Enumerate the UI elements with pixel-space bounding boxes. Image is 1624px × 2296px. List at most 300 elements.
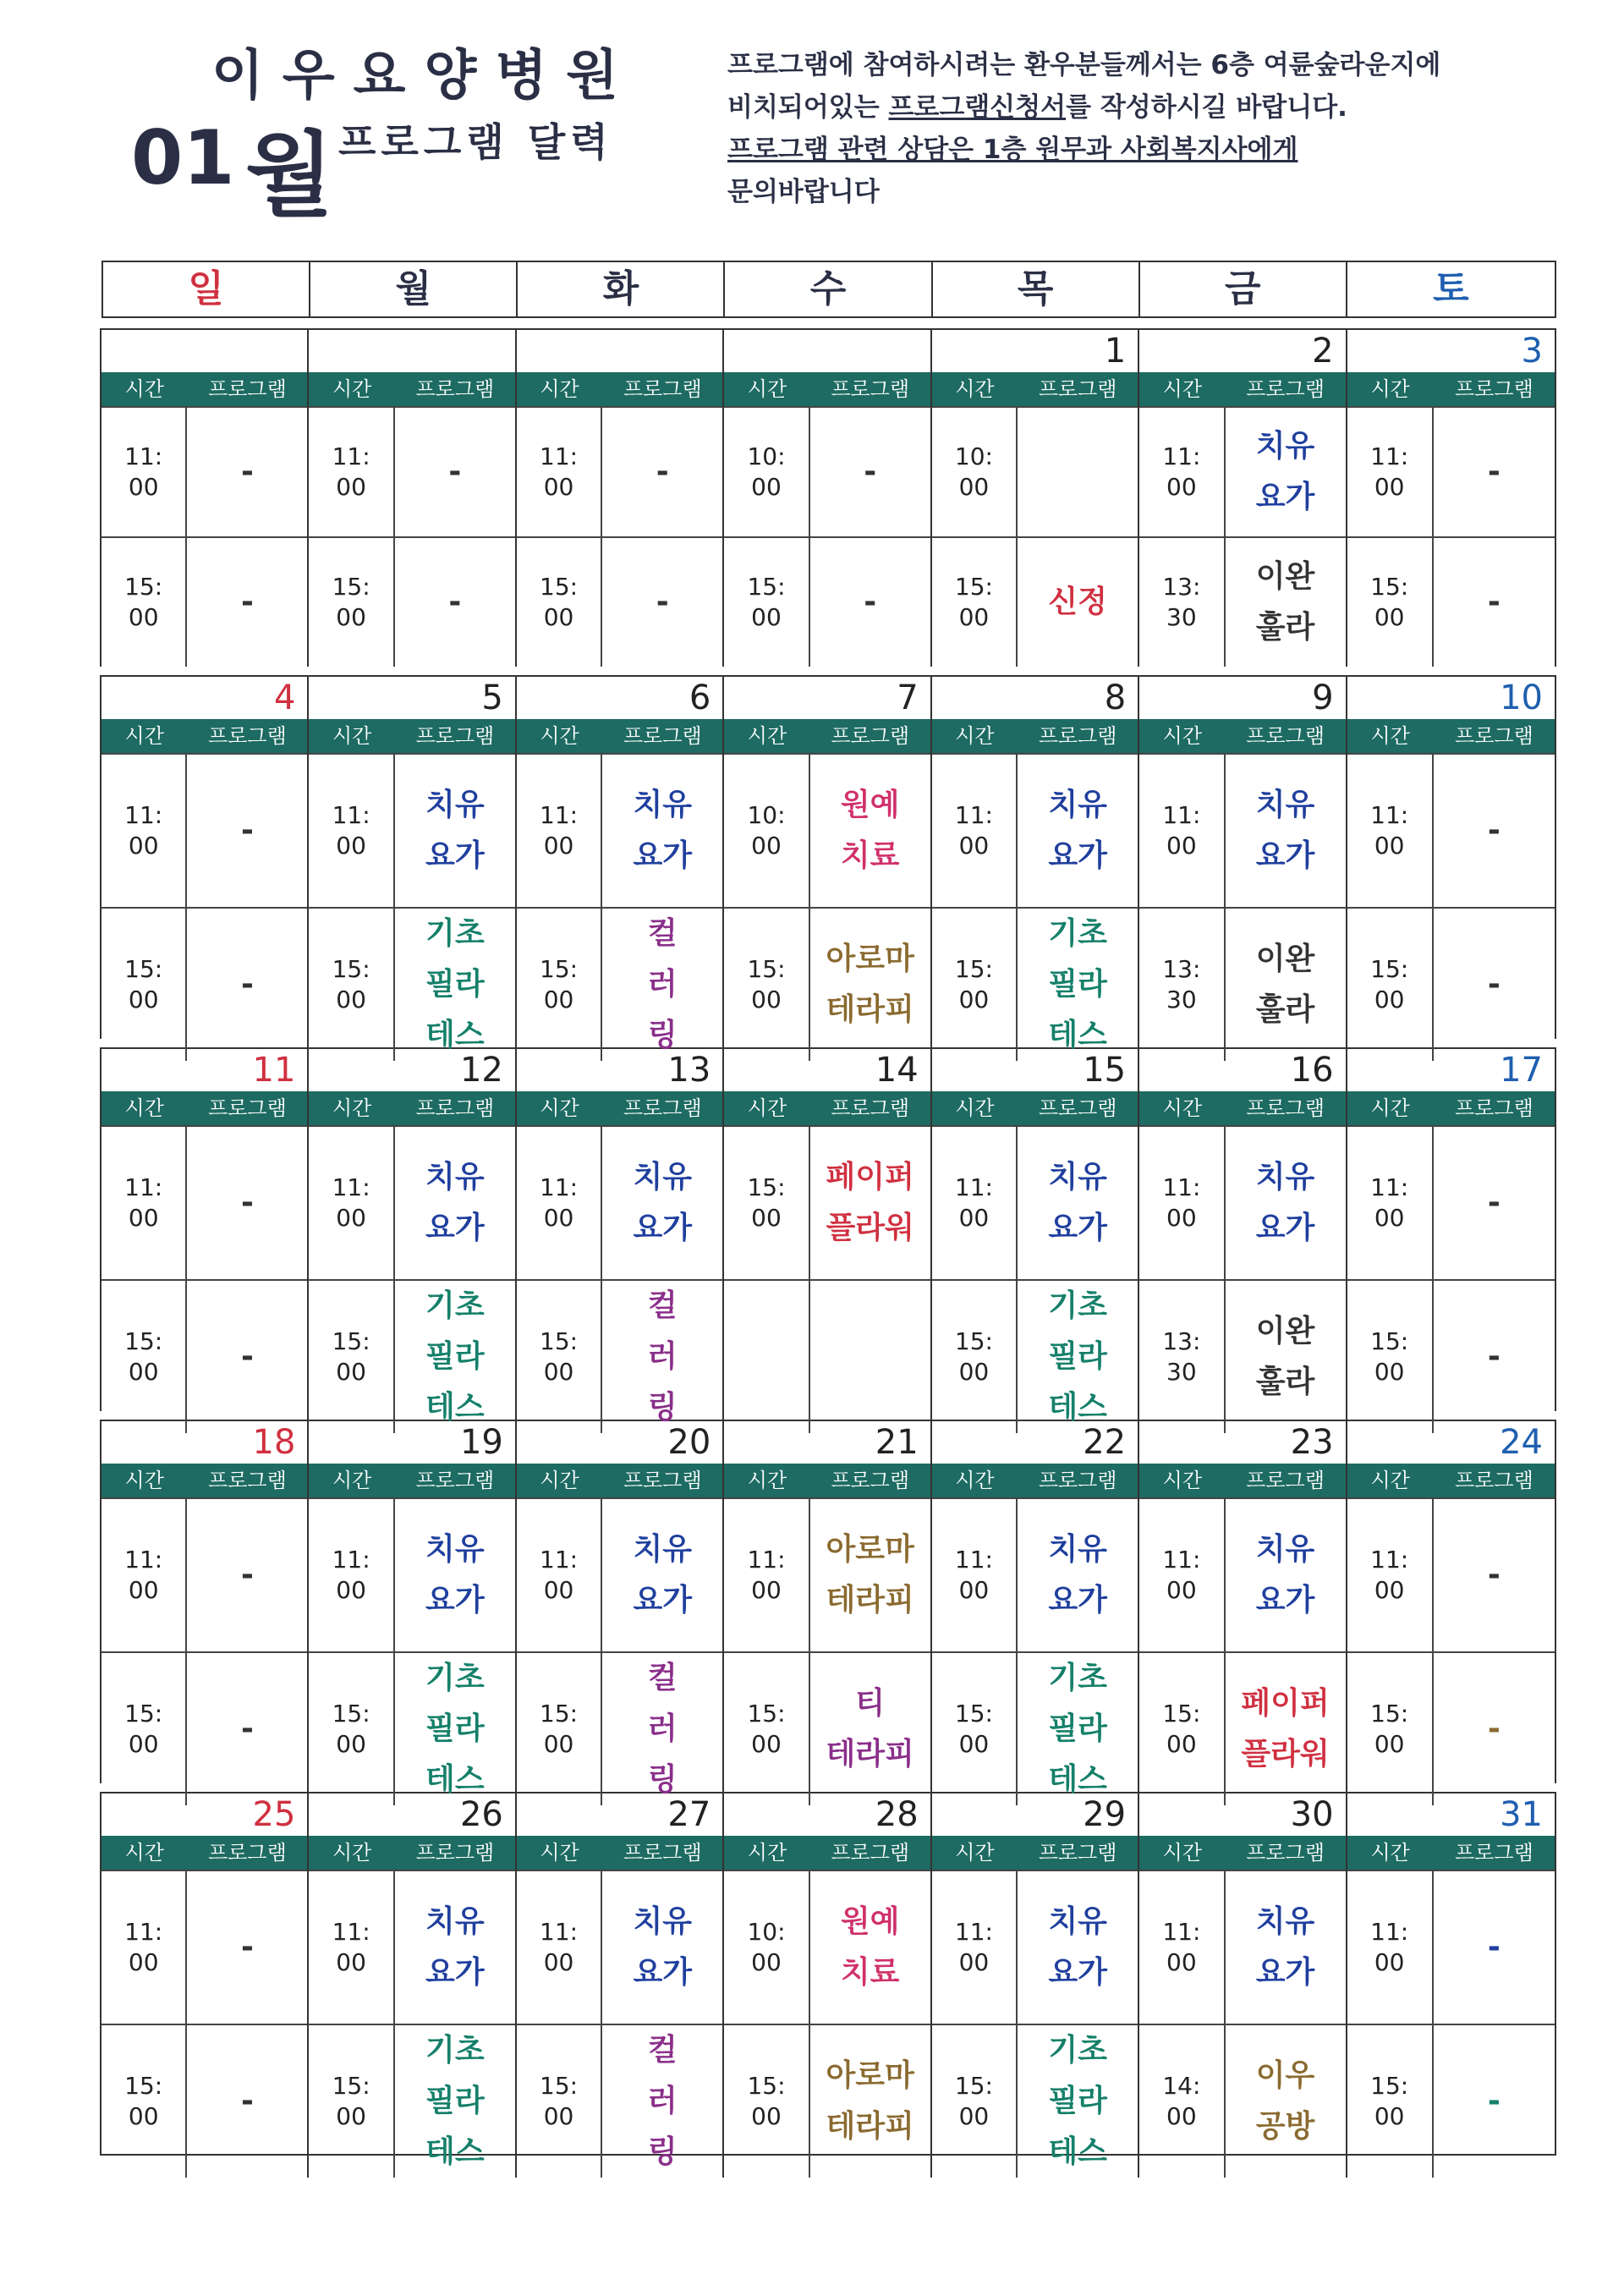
slot-program: - <box>240 1185 254 1220</box>
program-header: 프로그램 <box>415 377 495 401</box>
day-number: 26 <box>459 1795 503 1834</box>
slot-time: 11: 00 <box>309 1499 394 1651</box>
slot-time: 15: 00 <box>517 909 602 1061</box>
slot-time: 14: 00 <box>1139 2025 1225 2178</box>
slot-program: - <box>1487 454 1501 489</box>
slot-program: - <box>1487 1711 1501 1746</box>
column-header-bar <box>724 1091 930 1125</box>
day-cell <box>1347 330 1555 667</box>
morning-slot <box>1139 1497 1345 1651</box>
slot-program: 신정 <box>1048 585 1107 619</box>
day-of-week-header <box>102 261 1556 318</box>
afternoon-slot <box>102 1279 307 1433</box>
program-header: 프로그램 <box>208 1096 287 1120</box>
slot-program: 아로마 테라피 <box>826 1532 914 1618</box>
program-header: 프로그램 <box>1038 377 1117 401</box>
notice-line-3: 프로그램 관련 상담은 1층 원무과 사회복지사에게 <box>727 135 1298 165</box>
afternoon-slot <box>724 2024 930 2178</box>
slot-program: - <box>864 454 877 489</box>
slot-time: 11: 00 <box>517 755 602 907</box>
slot-program: 치유 요가 <box>1255 1160 1315 1245</box>
column-header-bar <box>102 1091 307 1125</box>
day-number <box>102 330 307 372</box>
slot-program: - <box>1487 2084 1501 2118</box>
slot-program: 치유 요가 <box>1048 788 1107 873</box>
slot-time: 15: 00 <box>724 909 809 1061</box>
program-header: 프로그램 <box>623 724 702 748</box>
time-header: 시간 <box>955 724 995 748</box>
time-header: 시간 <box>124 1469 164 1492</box>
time-header: 시간 <box>124 377 164 401</box>
afternoon-slot <box>932 536 1138 667</box>
day-number: 19 <box>459 1423 503 1462</box>
slot-program: 치유 요가 <box>425 1904 485 1990</box>
calendar-week <box>100 328 1556 667</box>
day-number: 25 <box>252 1795 296 1834</box>
morning-slot <box>1139 406 1345 536</box>
time-header: 시간 <box>955 1469 995 1492</box>
time-header: 시간 <box>540 1841 579 1865</box>
day-number: 2 <box>1312 332 1334 371</box>
notice-form-name: 프로그램신청서 <box>888 92 1067 123</box>
day-number: 13 <box>667 1051 711 1090</box>
calendar-subtitle: 프로그램 달력 <box>338 119 613 165</box>
dow-sunday: 일 <box>103 262 310 316</box>
month-word: 월 <box>245 123 334 228</box>
slot-time: 15: 00 <box>932 909 1018 1061</box>
column-header-bar <box>309 372 514 406</box>
afternoon-slot <box>932 2024 1138 2178</box>
day-cell <box>517 677 724 1061</box>
dow-tuesday: 화 <box>518 262 725 316</box>
day-number: 31 <box>1500 1795 1543 1834</box>
morning-slot <box>309 1497 514 1651</box>
morning-slot <box>309 1125 514 1279</box>
slot-time: 11: 00 <box>309 408 394 536</box>
slot-program: 이완 훌라 <box>1255 942 1315 1027</box>
day-number: 4 <box>273 678 296 717</box>
column-header-bar <box>932 372 1138 406</box>
time-header: 시간 <box>1162 1469 1203 1492</box>
slot-program: 치유 요가 <box>1255 429 1315 514</box>
day-number: 6 <box>689 678 711 717</box>
morning-slot <box>517 1497 722 1651</box>
day-cell <box>724 330 931 667</box>
slot-time: 15: 00 <box>1347 2025 1434 2178</box>
slot-program: 이우 공방 <box>1255 2058 1315 2144</box>
slot-program: 기초 필라 테스 <box>425 2033 485 2169</box>
time-header: 시간 <box>540 377 579 401</box>
time-header: 시간 <box>1370 1096 1410 1120</box>
slot-program: 이완 훌라 <box>1255 1314 1315 1399</box>
month-number: 01 <box>131 114 235 201</box>
column-header-bar <box>932 719 1138 753</box>
slot-program: 컬 러 링 <box>647 2033 678 2169</box>
afternoon-slot <box>724 1279 930 1433</box>
slot-program: - <box>240 1557 254 1592</box>
afternoon-slot <box>1139 907 1345 1061</box>
day-number: 15 <box>1083 1051 1127 1090</box>
slot-program: - <box>1487 1557 1501 1592</box>
slot-time: 11: 00 <box>102 755 187 907</box>
slot-time: 10: 00 <box>724 1871 809 2024</box>
morning-slot <box>1347 1497 1555 1651</box>
day-cell <box>1139 1793 1347 2178</box>
slot-time: 11: 00 <box>1347 408 1434 536</box>
slot-program: - <box>1487 967 1501 1002</box>
afternoon-slot <box>1139 536 1345 667</box>
program-header: 프로그램 <box>208 1469 287 1492</box>
day-cell <box>517 1421 724 1805</box>
calendar-week <box>100 1792 1556 2169</box>
time-header: 시간 <box>540 1096 579 1120</box>
day-cell <box>724 677 931 1061</box>
slot-time: 15: 00 <box>1347 1281 1434 1433</box>
slot-program: 이완 훌라 <box>1255 559 1315 645</box>
slot-time: 11: 00 <box>932 1499 1018 1651</box>
day-cell <box>1347 677 1555 1061</box>
notice-line-4: 문의바랍니다 <box>727 177 880 207</box>
program-header: 프로그램 <box>1038 1841 1117 1865</box>
slot-program: 컬 러 링 <box>647 916 678 1052</box>
slot-time: 15: 00 <box>517 2025 602 2178</box>
morning-slot <box>102 1870 307 2024</box>
notice-block <box>727 44 1440 213</box>
column-header-bar <box>932 1836 1138 1870</box>
day-number: 5 <box>481 678 503 717</box>
slot-program: 컬 러 링 <box>647 1288 678 1425</box>
program-header: 프로그램 <box>415 1841 495 1865</box>
column-header-bar <box>517 719 722 753</box>
day-number <box>309 330 514 372</box>
day-cell <box>724 1793 931 2178</box>
time-header: 시간 <box>1162 1096 1203 1120</box>
day-cell <box>1139 330 1347 667</box>
time-header: 시간 <box>747 1469 787 1492</box>
afternoon-slot <box>517 2024 722 2178</box>
day-number: 18 <box>252 1423 296 1462</box>
slot-time: 11: 00 <box>932 1871 1018 2024</box>
day-cell <box>517 330 724 667</box>
afternoon-slot <box>1139 1651 1345 1805</box>
time-header: 시간 <box>1162 724 1203 748</box>
morning-slot <box>517 1125 722 1279</box>
slot-time: 15: 00 <box>932 1281 1018 1433</box>
time-header: 시간 <box>1370 377 1410 401</box>
slot-program: - <box>1487 813 1501 848</box>
slot-program: 기초 필라 테스 <box>1048 916 1107 1052</box>
slot-program: - <box>240 1711 254 1746</box>
slot-program: 기초 필라 테스 <box>1048 1661 1107 1797</box>
slot-program: 치유 요가 <box>1048 1904 1107 1990</box>
day-number: 12 <box>459 1051 503 1090</box>
program-header: 프로그램 <box>1246 377 1325 401</box>
slot-program: - <box>1487 1185 1501 1220</box>
morning-slot <box>932 1497 1138 1651</box>
column-header-bar <box>1347 719 1555 753</box>
slot-program: 치유 요가 <box>1255 1532 1315 1618</box>
day-cell <box>932 1421 1139 1805</box>
slot-time: 15: 00 <box>309 909 394 1061</box>
time-header: 시간 <box>332 1469 372 1492</box>
day-cell <box>932 1049 1139 1433</box>
afternoon-slot <box>724 536 930 667</box>
time-header: 시간 <box>540 724 579 748</box>
day-number: 27 <box>667 1795 711 1834</box>
program-header: 프로그램 <box>623 1841 702 1865</box>
program-header: 프로그램 <box>415 1469 495 1492</box>
dow-friday: 금 <box>1140 262 1347 316</box>
program-header: 프로그램 <box>831 724 910 748</box>
afternoon-slot <box>1347 1279 1555 1433</box>
slot-time: 11: 00 <box>1139 408 1225 536</box>
slot-program: 컬 러 링 <box>647 1661 678 1797</box>
day-cell <box>517 1049 724 1433</box>
calendar-week <box>100 675 1556 1052</box>
day-cell <box>309 1421 516 1805</box>
slot-time: 15: 00 <box>724 1127 809 1279</box>
slot-time: 15: 00 <box>309 1653 394 1805</box>
time-header: 시간 <box>332 724 372 748</box>
slot-program: - <box>240 813 254 848</box>
day-cell <box>517 1793 724 2178</box>
afternoon-slot <box>309 1651 514 1805</box>
day-cell <box>724 1421 931 1805</box>
time-header: 시간 <box>1370 1469 1410 1492</box>
slot-program: 치유 요가 <box>633 1532 693 1618</box>
day-number: 10 <box>1500 678 1543 717</box>
day-cell <box>932 677 1139 1061</box>
morning-slot <box>932 753 1138 907</box>
slot-time: 15: 00 <box>102 1653 187 1805</box>
program-header: 프로그램 <box>623 377 702 401</box>
slot-time: 11: 00 <box>1139 1871 1225 2024</box>
slot-program: 치유 요가 <box>1255 788 1315 873</box>
slot-program: 페이퍼 플라워 <box>1241 1686 1330 1771</box>
time-header: 시간 <box>332 377 372 401</box>
notice-line-2a: 비치되어있는 <box>727 92 889 123</box>
program-header: 프로그램 <box>415 724 495 748</box>
slot-time: 10: 00 <box>932 408 1018 536</box>
day-cell <box>724 1049 931 1433</box>
afternoon-slot <box>724 1651 930 1805</box>
slot-time: 15: 00 <box>724 2025 809 2178</box>
program-header: 프로그램 <box>831 1841 910 1865</box>
notice-line-2 <box>727 86 1440 129</box>
slot-program: - <box>240 967 254 1002</box>
dow-thursday: 목 <box>933 262 1140 316</box>
slot-time: 11: 00 <box>1347 1499 1434 1651</box>
calendar-week <box>100 1420 1556 1797</box>
slot-time: 11: 00 <box>1139 755 1225 907</box>
column-header-bar <box>1139 1836 1345 1870</box>
slot-time: 15: 00 <box>1139 1653 1225 1805</box>
slot-time: 15: 00 <box>1347 909 1434 1061</box>
slot-time: 11: 00 <box>1139 1127 1225 1279</box>
morning-slot <box>1139 1870 1345 2024</box>
column-header-bar <box>309 1091 514 1125</box>
column-header-bar <box>517 372 722 406</box>
afternoon-slot <box>932 1651 1138 1805</box>
day-number: 17 <box>1500 1051 1543 1090</box>
column-header-bar <box>1139 372 1345 406</box>
morning-slot <box>102 753 307 907</box>
morning-slot <box>724 753 930 907</box>
slot-program: 페이퍼 플라워 <box>826 1160 914 1245</box>
slot-time: 11: 00 <box>932 1127 1018 1279</box>
afternoon-slot <box>1139 1279 1345 1433</box>
column-header-bar <box>517 1091 722 1125</box>
slot-time: 11: 00 <box>102 1127 187 1279</box>
day-number: 23 <box>1290 1423 1334 1462</box>
slot-time: 11: 00 <box>102 1871 187 2024</box>
day-number: 11 <box>252 1051 296 1090</box>
slot-time: 15: 00 <box>932 2025 1018 2178</box>
slot-program: - <box>240 454 254 489</box>
hospital-name: 이우요양병원 <box>211 45 637 107</box>
slot-program: 치유 요가 <box>633 1160 693 1245</box>
afternoon-slot <box>102 1651 307 1805</box>
slot-program: - <box>240 585 254 619</box>
slot-time: 10: 00 <box>724 755 809 907</box>
slot-program <box>810 1281 930 1433</box>
morning-slot <box>102 1125 307 1279</box>
time-header: 시간 <box>955 1096 995 1120</box>
slot-time: 15: 00 <box>932 538 1018 667</box>
afternoon-slot <box>517 1651 722 1805</box>
slot-time: 13: 30 <box>1139 1281 1225 1433</box>
column-header-bar <box>102 719 307 753</box>
program-header: 프로그램 <box>1455 1841 1533 1865</box>
program-header: 프로그램 <box>1038 724 1117 748</box>
column-header-bar <box>309 719 514 753</box>
day-cell <box>932 1793 1139 2178</box>
time-header: 시간 <box>955 377 995 401</box>
day-number: 29 <box>1083 1795 1127 1834</box>
slot-program: 치유 요가 <box>425 1160 485 1245</box>
slot-program: 치유 요가 <box>633 788 693 873</box>
slot-time: 11: 00 <box>517 1871 602 2024</box>
slot-time: 11: 00 <box>1347 1871 1434 2024</box>
day-number: 8 <box>1104 678 1127 717</box>
column-header-bar <box>309 1464 514 1497</box>
column-header-bar <box>932 1091 1138 1125</box>
morning-slot <box>1347 1870 1555 2024</box>
column-header-bar <box>1347 1836 1555 1870</box>
time-header: 시간 <box>1162 377 1203 401</box>
day-number: 1 <box>1104 332 1127 371</box>
slot-time: 15: 00 <box>102 2025 187 2178</box>
day-number: 22 <box>1083 1423 1127 1462</box>
slot-time: 11: 00 <box>102 408 187 536</box>
time-header: 시간 <box>1370 724 1410 748</box>
time-header: 시간 <box>955 1841 995 1865</box>
morning-slot <box>309 753 514 907</box>
program-header: 프로그램 <box>1455 377 1533 401</box>
dow-monday: 월 <box>310 262 518 316</box>
slot-program: - <box>1487 585 1501 619</box>
slot-time: 13: 30 <box>1139 909 1225 1061</box>
time-header: 시간 <box>332 1841 372 1865</box>
slot-time: 15: 00 <box>309 538 394 667</box>
slot-time: 15: 00 <box>309 2025 394 2178</box>
time-header: 시간 <box>540 1469 579 1492</box>
morning-slot <box>932 406 1138 536</box>
slot-program: 기초 필라 테스 <box>1048 2033 1107 2169</box>
program-header: 프로그램 <box>1455 724 1533 748</box>
slot-time: 11: 00 <box>309 1127 394 1279</box>
slot-time: 11: 00 <box>517 1127 602 1279</box>
morning-slot <box>1347 406 1555 536</box>
slot-time: 15: 00 <box>102 909 187 1061</box>
slot-time: 15: 00 <box>1347 1653 1434 1805</box>
day-number: 21 <box>875 1423 919 1462</box>
morning-slot <box>1347 753 1555 907</box>
afternoon-slot <box>517 536 722 667</box>
column-header-bar <box>102 1836 307 1870</box>
column-header-bar <box>1347 1091 1555 1125</box>
slot-time: 15: 00 <box>102 538 187 667</box>
afternoon-slot <box>724 907 930 1061</box>
slot-time: 11: 00 <box>1347 755 1434 907</box>
dow-saturday: 토 <box>1433 267 1469 310</box>
program-header: 프로그램 <box>1455 1096 1533 1120</box>
slot-time: 11: 00 <box>517 1499 602 1651</box>
slot-program: - <box>656 585 669 619</box>
afternoon-slot <box>932 907 1138 1061</box>
program-header: 프로그램 <box>831 377 910 401</box>
afternoon-slot <box>1347 2024 1555 2178</box>
afternoon-slot <box>1139 2024 1345 2178</box>
afternoon-slot <box>102 2024 307 2178</box>
day-cell <box>1139 1049 1347 1433</box>
program-header: 프로그램 <box>623 1096 702 1120</box>
day-cell <box>1139 1421 1347 1805</box>
program-header: 프로그램 <box>1246 1841 1325 1865</box>
day-number: 28 <box>875 1795 919 1834</box>
slot-program: 기초 필라 테스 <box>425 916 485 1052</box>
slot-program: - <box>240 1930 254 1964</box>
morning-slot <box>517 1870 722 2024</box>
column-header-bar <box>517 1836 722 1870</box>
morning-slot <box>309 1870 514 2024</box>
time-header: 시간 <box>124 1841 164 1865</box>
time-header: 시간 <box>1370 1841 1410 1865</box>
slot-program: - <box>864 585 877 619</box>
morning-slot <box>102 406 307 536</box>
slot-time: 15: 00 <box>1347 538 1434 667</box>
notice-line-2b: 를 작성하시길 바랍니다. <box>1066 92 1347 123</box>
slot-time: 11: 00 <box>102 1499 187 1651</box>
slot-program: 아로마 테라피 <box>826 2058 914 2144</box>
calendar-week <box>100 1047 1556 1425</box>
afternoon-slot <box>517 907 722 1061</box>
column-header-bar <box>724 719 930 753</box>
afternoon-slot <box>1347 907 1555 1061</box>
slot-program: 기초 필라 테스 <box>1048 1288 1107 1425</box>
day-number: 9 <box>1312 678 1334 717</box>
slot-time: 11: 00 <box>309 755 394 907</box>
day-cell <box>102 330 309 667</box>
day-number: 20 <box>667 1423 711 1462</box>
morning-slot <box>1347 1125 1555 1279</box>
column-header-bar <box>1347 1464 1555 1497</box>
day-cell <box>102 677 309 1061</box>
morning-slot <box>724 406 930 536</box>
time-header: 시간 <box>747 1096 787 1120</box>
morning-slot <box>517 406 722 536</box>
day-cell <box>102 1793 309 2178</box>
